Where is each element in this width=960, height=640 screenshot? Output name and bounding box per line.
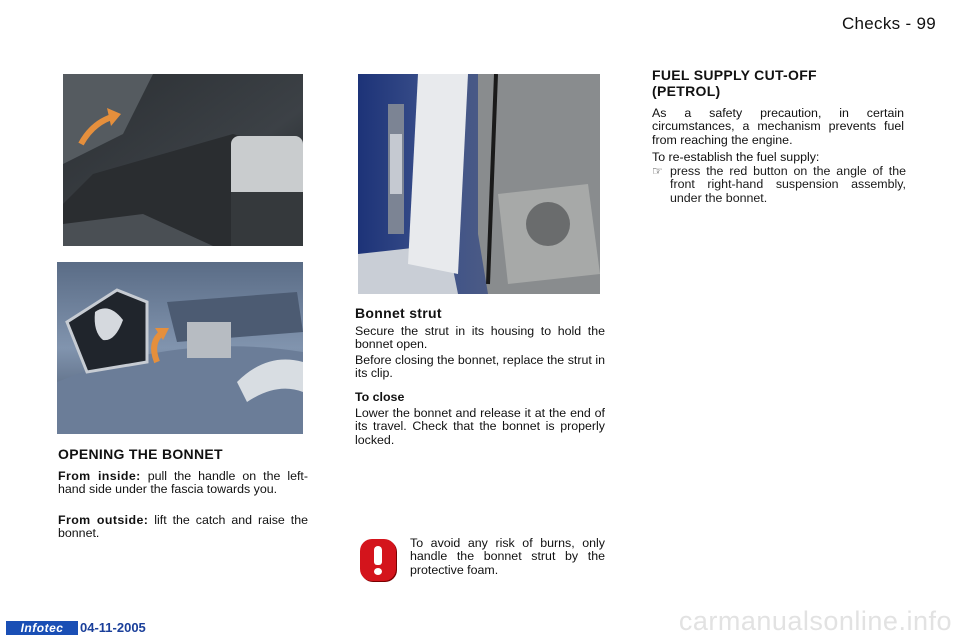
from-outside-paragraph bbox=[58, 514, 308, 541]
section-title: Checks bbox=[841, 14, 901, 33]
strut-paragraph-1: Secure the strut in its housing to hold the bonnet open. bbox=[355, 324, 605, 352]
watermark-text: carmanualsonline.info bbox=[678, 606, 952, 636]
fuel-bullet-item bbox=[652, 165, 906, 205]
infotec-logo: Infotec bbox=[6, 621, 78, 635]
fuel-cutoff-heading-line2: (PETROL) bbox=[652, 83, 721, 99]
page-header bbox=[842, 14, 936, 34]
fuel-reestablish-paragraph: To re-establish the fuel supply: bbox=[652, 150, 820, 164]
page-number: 99 bbox=[916, 14, 936, 33]
from-outside-text: lift the catch and raise the bonnet. bbox=[58, 513, 308, 541]
to-close-paragraph: Lower the bonnet and release it at the end of its travel. Check that the bonnet is properly locked. bbox=[355, 406, 605, 447]
interior-release-handle-photo bbox=[63, 74, 303, 246]
fuel-cutoff-heading bbox=[652, 67, 912, 99]
fuel-cutoff-paragraph: As a safety precaution, in certain circumstances, a mechanism prevents fuel from reaching the engine. bbox=[652, 106, 904, 147]
footer-date: 04-11-2005 bbox=[80, 620, 146, 635]
from-outside-label: From outside: bbox=[58, 513, 149, 527]
from-inside-paragraph bbox=[58, 470, 308, 497]
from-inside-label: From inside: bbox=[58, 469, 141, 483]
header-separator: - bbox=[905, 14, 912, 33]
fuel-bullet-text: press the red button on the angle of the front right-hand suspension assembly, under the bonnet. bbox=[670, 164, 906, 205]
opening-bonnet-heading: OPENING THE BONNET bbox=[58, 446, 223, 462]
strut-paragraph-2: Before closing the bonnet, replace the strut in its clip. bbox=[355, 353, 605, 381]
from-inside-text: pull the handle on the left-hand side under the fascia towards you. bbox=[58, 469, 308, 497]
pointing-hand-icon: ☞ bbox=[652, 164, 663, 178]
bonnet-strut-photo bbox=[358, 74, 600, 294]
warning-exclamation-icon bbox=[360, 539, 396, 581]
fuel-cutoff-heading-line1: FUEL SUPPLY CUT-OFF bbox=[652, 67, 817, 83]
to-close-heading: To close bbox=[355, 390, 405, 404]
bonnet-catch-photo bbox=[57, 262, 303, 434]
bonnet-strut-heading: Bonnet strut bbox=[355, 305, 442, 321]
warning-text: To avoid any risk of burns, only handle the bonnet strut by the protective foam. bbox=[410, 536, 605, 577]
